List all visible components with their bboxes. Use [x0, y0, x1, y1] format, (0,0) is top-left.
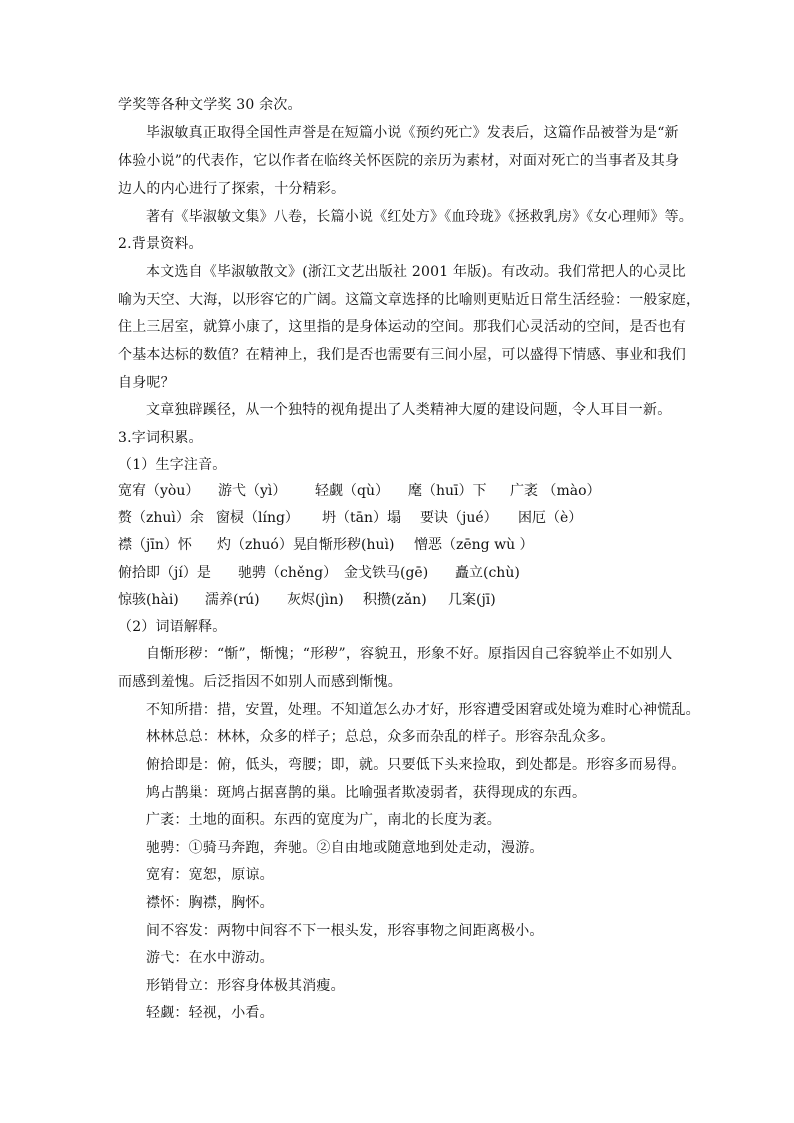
subsection-heading: （1）生字注音。: [118, 457, 227, 473]
pinyin-item: 襟（jīn）怀: [118, 537, 192, 553]
pinyin-item: 游弋（yì）: [218, 483, 287, 499]
definition-line: 自惭形秽：“惭”，惭愧；“形秽”，容貌丑，形象不好。原指因自己容貌举止不如别人: [146, 646, 673, 662]
definition-line: 而感到羞愧。后泛指因不如别人而感到惭愧。: [118, 674, 402, 690]
paragraph-line: 体验小说”的代表作，它以作者在临终关怀医院的亲历为素材，对面对死亡的当事者及其身: [118, 153, 680, 169]
pinyin-item: 憎恶（zēng wù ）: [414, 537, 534, 553]
pinyin-item: 濡养(rú): [205, 592, 260, 608]
pinyin-item: 麾（huī）下: [408, 483, 487, 499]
pinyin-item: 金戈铁马(gē): [344, 565, 429, 581]
paragraph-line: 著有《毕淑敏文集》八卷，长篇小说《红处方》《血玲珑》《拯救乳房》《女心理师》等。: [146, 209, 693, 225]
definition-line: 俯拾即是：俯，低头，弯腰；即，就。只要低下头来捡取，到处都是。形容多而易得。: [146, 757, 686, 773]
paragraph-line: 本文选自《毕淑敏散文》(浙江文艺出版社 2001 年版)。有改动。我们常把人的心灵比: [146, 264, 686, 280]
pinyin-item: 灰烬(jìn): [287, 592, 344, 608]
definition-line: 鸠占鹊巢：斑鸠占据喜鹊的巢。比喻强者欺凌弱者，获得现成的东西。: [146, 785, 587, 801]
pinyin-item: 俯拾即（jí）是: [118, 565, 211, 581]
section-heading: 3.字词积累。: [118, 430, 203, 446]
definition-line: 广袤：土地的面积。东西的宽度为广，南北的长度为袤。: [146, 812, 501, 828]
paragraph-line: 边人的内心进行了探索，十分精彩。: [118, 181, 346, 197]
pinyin-item: 矗立(chù): [455, 565, 520, 581]
paragraph-line: 学奖等各种文学奖 30 余次。: [118, 97, 302, 113]
pinyin-item: 窗棂（líng）: [216, 510, 299, 526]
pinyin-item: 惊骇(hài): [118, 592, 179, 608]
definition-line: 轻觑：轻视，小看。: [146, 1005, 274, 1021]
paragraph-line: 喻为天空、大海，以形容它的广阔。这篇文章选择的比喻则更贴近日常生活经验：一般家庭，: [118, 292, 701, 308]
paragraph-line: 个基本达标的数值？在精神上，我们是否也需要有三间小屋，可以盛得下情感、事业和我们: [118, 347, 686, 363]
pinyin-item: 几案(jī): [448, 592, 496, 608]
paragraph-line: 文章独辟蹊径，从一个独特的视角提出了人类精神大厦的建设问题，令人耳目一新。: [146, 402, 672, 418]
definition-line: 不知所措：措，安置，处理。不知道怎么办才好，形容遭受困窘或处境为难时心神慌乱。: [146, 702, 700, 718]
paragraph-line: 住上三居室，就算小康了，这里指的是身体运动的空间。那我们心灵活动的空间，是否也有: [118, 319, 686, 335]
pinyin-item: 坍（tān）塌: [322, 510, 401, 526]
pinyin-item: 广袤 （mào）: [510, 483, 601, 499]
pinyin-item: 驰骋（chěng）: [238, 565, 338, 581]
definition-line: 驰骋：①骑马奔跑，奔驰。②自由地或随意地到处走动，漫游。: [146, 840, 544, 856]
definition-line: 形销骨立：形容身体极其消瘦。: [146, 978, 345, 994]
pinyin-item: 困厄（è）: [518, 510, 583, 526]
pinyin-item: 赘（zhuì）余: [118, 510, 204, 526]
definition-line: 林林总总：林林，众多的样子；总总，众多而杂乱的样子。形容杂乱众多。: [146, 729, 615, 745]
pinyin-item: 要诀（jué）: [420, 510, 498, 526]
definition-line: 宽宥：宽恕，原谅。: [146, 867, 274, 883]
pinyin-item: 灼（zhuó）晃: [217, 537, 307, 553]
definition-line: 间不容发：两物中间容不下一根头发，形容事物之间距离极小。: [146, 923, 544, 939]
pinyin-item: 积攒(zǎn): [363, 592, 427, 608]
subsection-heading: （2）词语解释。: [118, 619, 227, 635]
paragraph-line: 毕淑敏真正取得全国性声誉是在短篇小说《预约死亡》发表后，这篇作品被誉为是“新: [146, 125, 679, 141]
paragraph-line: 自身呢？: [118, 375, 175, 391]
definition-line: 襟怀：胸襟，胸怀。: [146, 895, 274, 911]
definition-line: 游弋：在水中游动。: [146, 950, 274, 966]
section-heading: 2.背景资料。: [118, 236, 203, 252]
pinyin-item: 自惭形秽(huì): [305, 537, 395, 553]
pinyin-item: 轻觑（qù）: [315, 483, 389, 499]
pinyin-item: 宽宥（yòu）: [118, 483, 200, 499]
